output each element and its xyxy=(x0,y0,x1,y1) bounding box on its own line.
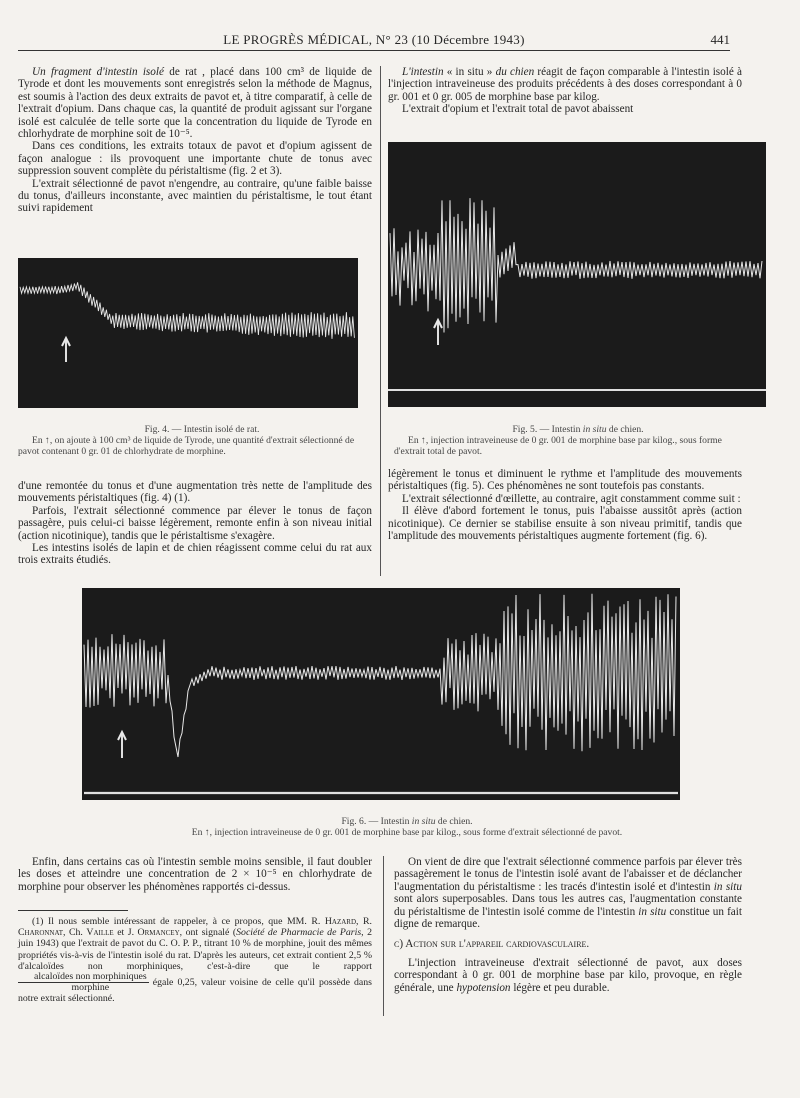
paragraph: Les intestins isolés de lapin et de chien réagissent comme celui du rat aux trois extraits étudiés. xyxy=(18,542,372,567)
figure-5-trace xyxy=(388,142,766,407)
left-column-top: Un fragment d'intestin isolé de rat , placé dans 100 cm³ de liquide de Tyrode et dont les mouvements sont enregistrés selon la méthode de Magnus, est soumis à l'action des deux extraits de pavot et, à titre comparatif, à celle de l'extrait d'opium. Dans chaque cas, la quantité de produit agissant sur l'organe isolé est calculée de telle sorte que la concentration du liquide de Tyrode en chlorhydrate de morphine soit de 10⁻⁵. Dans ces conditions, les extraits totaux de pavot et d'opium agissent de façon analogue : ils provoquent une importante chute de tonus avec suppression souvent complète du péristaltisme (fig. 2 et 3). L'extrait sélectionné de pavot n'engendre, au contraire, qu'une faible baisse du tonus, d'ailleurs inconstante, avec maintien du péristaltisme, le tout étant suivi rapidement xyxy=(18,66,372,215)
left-column-middle xyxy=(18,480,372,567)
right-column-middle xyxy=(388,468,742,542)
paragraph: L'extrait sélectionné de pavot n'engendre, au contraire, qu'une faible baisse du tonus, d'ailleurs inconstante, avec maintien du péristaltisme, le tout étant suivi rapidement xyxy=(18,177,372,215)
paragraph: Enfin, dans certains cas où l'intestin semble moins sensible, il faut doubler les doses et atteindre une concentration de 2 × 10⁻⁵ en chlorhydrate de morphine pour observer les phénomènes rapportés ci-dessus. xyxy=(18,856,372,893)
paragraph: Il élève d'abord fortement le tonus, puis l'abaisse aussitôt après (action nicotinique). Ce dernier se stabilise ensuite à son niveau primitif, tandis que l'amplitude des mouvements péristaltiques augmente fortement (fig. 6). xyxy=(388,505,742,543)
paragraph: L'extrait d'opium et l'extrait total de pavot abaissent xyxy=(402,103,634,116)
paragraph: Parfois, l'extrait sélectionné commence par élever le tonus de façon passagère, puis celui-ci baisse légèrement, remonte enfin à son niveau initial (action nicotinique), tandis que le péristaltisme s'exagère. xyxy=(18,504,372,542)
lead-italic: Un fragment d'intestin isolé xyxy=(32,66,164,78)
trace-line xyxy=(84,594,676,757)
paragraph: Dans ces conditions, les extraits totaux de pavot et d'opium agissent de façon analogue : ils provoquent une importante chute de tonus avec suppression souvent complète du péristaltisme (fig. 2 et 3). xyxy=(18,140,372,178)
paragraph: d'une remontée du tonus et d'une augmentation très nette de l'amplitude des mouvements péristaltiques (fig. 4) (1). xyxy=(18,480,372,505)
journal-title: LE PROGRÈS MÉDICAL, N° 23 (10 Décembre 1943) xyxy=(223,32,525,47)
figure-6-text: En ↑, injection intraveineuse de 0 gr. 001 de morphine base par kilog., sous forme d'extrait sélectionné de pavot. xyxy=(191,827,623,838)
figure-6-trace xyxy=(82,588,680,800)
trace-line xyxy=(390,198,762,332)
paragraph: L'extrait sélectionné d'œillette, au contraire, agit constamment comme suit : xyxy=(402,492,741,505)
figure-4-text: En ↑, on ajoute à 100 cm³ de liquide de Tyrode, une quantité d'extrait sélectionné de pavot contenant 0 gr. 01 de chlorhydrate de morphine. xyxy=(18,435,355,457)
right-column-bottom: On vient de dire que l'extrait sélectionné commence parfois par élever très passagèrement le tonus de l'intestin isolé avant de l'abaisser et de déclancher l'augmentation du péristaltisme : les tracés d'intestin isolé et d'intestin in situ sont alors superposables. Dans tous les autres cas, l'augmentation constante du péristaltisme de l'intestin isolé comme de l'intestin in situ constitue un fait digne de remarque. c) Action sur l'appareil cardiovasculaire. L'injection intraveineuse d'extrait sélectionné de pavot, aux doses correspondant à 0 gr. 001 de morphine base par kilo, provoque, en règle générale, une hypotension légère et peu durable. xyxy=(394,856,742,994)
figure-4-caption xyxy=(18,424,372,457)
right-column-top: L'intestin « in situ » du chien réagit de façon comparable à l'intestin isolé à l'injection intraveineuse des produits précédents à des doses correspondant à 0 gr. 001 et 0 gr. 005 de morphine base par kilog. L'extrait d'opium et l'extrait total de pavot abaissent xyxy=(388,66,742,116)
left-column-bottom xyxy=(18,856,372,893)
paragraph: légèrement le tonus et diminuent le rythme et l'amplitude des mouvements péristaltiques (fig. 5). Ces phénomènes ne sont toutefois pas constants. xyxy=(388,468,742,493)
figure-5-text: En ↑, injection intraveineuse de 0 gr. 001 de morphine base par kilog., sous forme d'extrait total de pavot. xyxy=(394,435,722,457)
running-header xyxy=(18,30,730,51)
figure-4-title: Fig. 4. — Intestin isolé de rat. xyxy=(144,424,260,435)
figure-6-caption: Fig. 6. — Intestin in situ de chien. En ↑, injection intraveineuse de 0 gr. 001 de morphine base par kilog., sous forme d'extrait sélectionné de pavot. xyxy=(80,816,720,838)
footnote: (1) Il nous semble intéressant de rappeler, à ce propos, que MM. R. Hazard, R. Charonnat, Ch. Vaille et J. Ormancey, ont signalé (Société de Pharmacie de Paris, 2 juin 1943) que l'extrait de pavot du C. O. P. P., titrant 10 % de morphine, jouit des mêmes propriétés vis-à-vis de l'intestin isolé du rat. D'après les auteurs, cet extrait contient 2,5 % d'alcaloïdes non morphiniques, c'est-à-dire que le rapport $\frac{\text{alcaloïdes non morphiniques}}{\text{morphine}}$ égale 0,25, valeur voisine de celle qu'il possède dans notre extrait sélectionné. xyxy=(18,916,373,1005)
trace-line xyxy=(20,282,354,339)
column-divider xyxy=(383,856,384,1016)
figure-5-caption: Fig. 5. — Intestin in situ de chien. En ↑, injection intraveineuse de 0 gr. 001 de morphine base par kilog., sous forme d'extrait total de pavot. xyxy=(394,424,748,457)
footnote-rule xyxy=(18,910,128,911)
fraction: $\frac{\text{alcaloïdes non morphiniques}}{\text{morphine}}$ xyxy=(18,972,149,993)
section-heading: c) Action sur l'appareil cardiovasculaire. xyxy=(394,938,590,951)
page-number: 441 xyxy=(710,32,730,47)
figure-4-trace xyxy=(18,258,358,408)
column-divider xyxy=(380,66,381,576)
